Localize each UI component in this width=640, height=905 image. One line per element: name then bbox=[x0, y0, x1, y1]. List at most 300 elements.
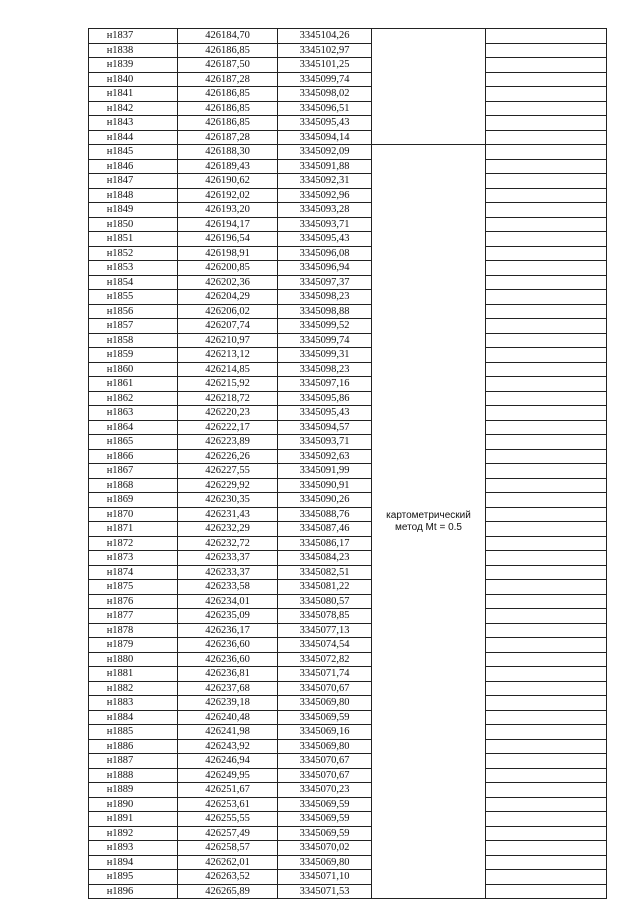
x-coordinate-cell: 426233,58 bbox=[178, 580, 278, 595]
y-coordinate-cell: 3345099,74 bbox=[278, 333, 372, 348]
point-id-cell: н1855 bbox=[89, 290, 178, 305]
point-id-cell: н1875 bbox=[89, 580, 178, 595]
y-coordinate-cell: 3345080,57 bbox=[278, 594, 372, 609]
point-id-cell: н1893 bbox=[89, 841, 178, 856]
x-coordinate-cell: 426214,85 bbox=[178, 362, 278, 377]
point-id-cell: н1859 bbox=[89, 348, 178, 363]
x-coordinate-cell: 426187,28 bbox=[178, 130, 278, 145]
y-coordinate-cell: 3345071,10 bbox=[278, 870, 372, 885]
x-coordinate-cell: 426215,92 bbox=[178, 377, 278, 392]
x-coordinate-cell: 426184,70 bbox=[178, 29, 278, 44]
y-coordinate-cell: 3345095,43 bbox=[278, 116, 372, 131]
point-id-cell: н1862 bbox=[89, 391, 178, 406]
x-coordinate-cell: 426186,85 bbox=[178, 87, 278, 102]
table-row bbox=[89, 333, 607, 348]
table-row bbox=[89, 580, 607, 595]
table-row bbox=[89, 72, 607, 87]
x-coordinate-cell: 426234,01 bbox=[178, 594, 278, 609]
coordinates-table-body bbox=[89, 29, 607, 899]
point-id-cell: н1846 bbox=[89, 159, 178, 174]
y-coordinate-cell: 3345077,13 bbox=[278, 623, 372, 638]
y-coordinate-cell: 3345099,74 bbox=[278, 72, 372, 87]
table-row bbox=[89, 275, 607, 290]
y-coordinate-cell: 3345098,23 bbox=[278, 290, 372, 305]
table-row bbox=[89, 652, 607, 667]
empty-note-cell bbox=[486, 826, 607, 841]
table-row bbox=[89, 551, 607, 566]
x-coordinate-cell: 426235,09 bbox=[178, 609, 278, 624]
table-row bbox=[89, 739, 607, 754]
point-id-cell: н1839 bbox=[89, 58, 178, 73]
empty-note-cell bbox=[486, 406, 607, 421]
x-coordinate-cell: 426243,92 bbox=[178, 739, 278, 754]
x-coordinate-cell: 426231,43 bbox=[178, 507, 278, 522]
point-id-cell: н1881 bbox=[89, 667, 178, 682]
point-id-cell: н1888 bbox=[89, 768, 178, 783]
y-coordinate-cell: 3345070,67 bbox=[278, 754, 372, 769]
point-id-cell: н1894 bbox=[89, 855, 178, 870]
point-id-cell: н1889 bbox=[89, 783, 178, 798]
point-id-cell: н1868 bbox=[89, 478, 178, 493]
table-row bbox=[89, 855, 607, 870]
table-row bbox=[89, 478, 607, 493]
table-row bbox=[89, 145, 607, 160]
point-id-cell: н1877 bbox=[89, 609, 178, 624]
x-coordinate-cell: 426246,94 bbox=[178, 754, 278, 769]
table-row bbox=[89, 435, 607, 450]
x-coordinate-cell: 426213,12 bbox=[178, 348, 278, 363]
y-coordinate-cell: 3345096,08 bbox=[278, 246, 372, 261]
empty-note-cell bbox=[486, 58, 607, 73]
x-coordinate-cell: 426249,95 bbox=[178, 768, 278, 783]
x-coordinate-cell: 426229,92 bbox=[178, 478, 278, 493]
empty-note-cell bbox=[486, 87, 607, 102]
point-id-cell: н1895 bbox=[89, 870, 178, 885]
x-coordinate-cell: 426186,85 bbox=[178, 116, 278, 131]
point-id-cell: н1879 bbox=[89, 638, 178, 653]
x-coordinate-cell: 426204,29 bbox=[178, 290, 278, 305]
point-id-cell: н1887 bbox=[89, 754, 178, 769]
x-coordinate-cell: 426222,17 bbox=[178, 420, 278, 435]
point-id-cell: н1874 bbox=[89, 565, 178, 580]
empty-note-cell bbox=[486, 768, 607, 783]
x-coordinate-cell: 426263,52 bbox=[178, 870, 278, 885]
empty-note-cell bbox=[486, 319, 607, 334]
y-coordinate-cell: 3345093,71 bbox=[278, 435, 372, 450]
empty-note-cell bbox=[486, 609, 607, 624]
x-coordinate-cell: 426236,60 bbox=[178, 638, 278, 653]
y-coordinate-cell: 3345088,76 bbox=[278, 507, 372, 522]
table-row bbox=[89, 188, 607, 203]
point-id-cell: н1871 bbox=[89, 522, 178, 537]
table-row bbox=[89, 304, 607, 319]
point-id-cell: н1840 bbox=[89, 72, 178, 87]
y-coordinate-cell: 3345070,67 bbox=[278, 768, 372, 783]
y-coordinate-cell: 3345091,88 bbox=[278, 159, 372, 174]
empty-note-cell bbox=[486, 333, 607, 348]
x-coordinate-cell: 426239,18 bbox=[178, 696, 278, 711]
empty-note-cell bbox=[486, 435, 607, 450]
empty-note-cell bbox=[486, 116, 607, 131]
table-row bbox=[89, 377, 607, 392]
x-coordinate-cell: 426187,28 bbox=[178, 72, 278, 87]
table-row bbox=[89, 101, 607, 116]
y-coordinate-cell: 3345097,37 bbox=[278, 275, 372, 290]
empty-note-cell bbox=[486, 232, 607, 247]
x-coordinate-cell: 426200,85 bbox=[178, 261, 278, 276]
x-coordinate-cell: 426202,36 bbox=[178, 275, 278, 290]
table-row bbox=[89, 681, 607, 696]
empty-note-cell bbox=[486, 275, 607, 290]
empty-note-cell bbox=[486, 478, 607, 493]
point-id-cell: н1890 bbox=[89, 797, 178, 812]
table-row bbox=[89, 232, 607, 247]
empty-note-cell bbox=[486, 623, 607, 638]
point-id-cell: н1860 bbox=[89, 362, 178, 377]
y-coordinate-cell: 3345095,43 bbox=[278, 406, 372, 421]
point-id-cell: н1896 bbox=[89, 884, 178, 899]
table-row bbox=[89, 710, 607, 725]
point-id-cell: н1892 bbox=[89, 826, 178, 841]
table-row bbox=[89, 420, 607, 435]
empty-note-cell bbox=[486, 246, 607, 261]
y-coordinate-cell: 3345093,71 bbox=[278, 217, 372, 232]
point-id-cell: н1861 bbox=[89, 377, 178, 392]
y-coordinate-cell: 3345069,80 bbox=[278, 696, 372, 711]
table-row bbox=[89, 319, 607, 334]
table-row bbox=[89, 667, 607, 682]
y-coordinate-cell: 3345086,17 bbox=[278, 536, 372, 551]
empty-note-cell bbox=[486, 43, 607, 58]
y-coordinate-cell: 3345082,51 bbox=[278, 565, 372, 580]
empty-note-cell bbox=[486, 391, 607, 406]
empty-note-cell bbox=[486, 667, 607, 682]
x-coordinate-cell: 426232,29 bbox=[178, 522, 278, 537]
y-coordinate-cell: 3345069,80 bbox=[278, 855, 372, 870]
table-row bbox=[89, 623, 607, 638]
point-id-cell: н1856 bbox=[89, 304, 178, 319]
y-coordinate-cell: 3345070,23 bbox=[278, 783, 372, 798]
y-coordinate-cell: 3345098,23 bbox=[278, 362, 372, 377]
x-coordinate-cell: 426189,43 bbox=[178, 159, 278, 174]
y-coordinate-cell: 3345087,46 bbox=[278, 522, 372, 537]
y-coordinate-cell: 3345094,57 bbox=[278, 420, 372, 435]
x-coordinate-cell: 426218,72 bbox=[178, 391, 278, 406]
table-row bbox=[89, 174, 607, 189]
point-id-cell: н1880 bbox=[89, 652, 178, 667]
table-row bbox=[89, 203, 607, 218]
empty-note-cell bbox=[486, 420, 607, 435]
x-coordinate-cell: 426186,85 bbox=[178, 43, 278, 58]
y-coordinate-cell: 3345084,23 bbox=[278, 551, 372, 566]
table-row bbox=[89, 870, 607, 885]
y-coordinate-cell: 3345072,82 bbox=[278, 652, 372, 667]
empty-note-cell bbox=[486, 870, 607, 885]
point-id-cell: н1858 bbox=[89, 333, 178, 348]
point-id-cell: н1863 bbox=[89, 406, 178, 421]
table-row bbox=[89, 87, 607, 102]
empty-note-cell bbox=[486, 362, 607, 377]
empty-note-cell bbox=[486, 594, 607, 609]
table-row bbox=[89, 565, 607, 580]
x-coordinate-cell: 426240,48 bbox=[178, 710, 278, 725]
x-coordinate-cell: 426258,57 bbox=[178, 841, 278, 856]
point-id-cell: н1851 bbox=[89, 232, 178, 247]
x-coordinate-cell: 426255,55 bbox=[178, 812, 278, 827]
point-id-cell: н1869 bbox=[89, 493, 178, 508]
empty-note-cell bbox=[486, 652, 607, 667]
y-coordinate-cell: 3345070,67 bbox=[278, 681, 372, 696]
point-id-cell: н1882 bbox=[89, 681, 178, 696]
point-id-cell: н1843 bbox=[89, 116, 178, 131]
empty-note-cell bbox=[486, 855, 607, 870]
y-coordinate-cell: 3345101,25 bbox=[278, 58, 372, 73]
y-coordinate-cell: 3345090,91 bbox=[278, 478, 372, 493]
point-id-cell: н1842 bbox=[89, 101, 178, 116]
empty-note-cell bbox=[486, 348, 607, 363]
point-id-cell: н1848 bbox=[89, 188, 178, 203]
y-coordinate-cell: 3345069,59 bbox=[278, 826, 372, 841]
y-coordinate-cell: 3345092,63 bbox=[278, 449, 372, 464]
table-row bbox=[89, 29, 607, 44]
point-id-cell: н1852 bbox=[89, 246, 178, 261]
point-id-cell: н1884 bbox=[89, 710, 178, 725]
table-row bbox=[89, 493, 607, 508]
table-row bbox=[89, 812, 607, 827]
y-coordinate-cell: 3345078,85 bbox=[278, 609, 372, 624]
coordinates-document bbox=[88, 28, 606, 897]
x-coordinate-cell: 426257,49 bbox=[178, 826, 278, 841]
empty-note-cell bbox=[486, 536, 607, 551]
x-coordinate-cell: 426198,91 bbox=[178, 246, 278, 261]
table-row bbox=[89, 348, 607, 363]
empty-note-cell bbox=[486, 377, 607, 392]
empty-note-cell bbox=[486, 203, 607, 218]
empty-note-cell bbox=[486, 493, 607, 508]
empty-note-cell bbox=[486, 159, 607, 174]
table-row bbox=[89, 406, 607, 421]
point-id-cell: н1857 bbox=[89, 319, 178, 334]
x-coordinate-cell: 426251,67 bbox=[178, 783, 278, 798]
empty-note-cell bbox=[486, 783, 607, 798]
empty-note-cell bbox=[486, 710, 607, 725]
x-coordinate-cell: 426237,68 bbox=[178, 681, 278, 696]
point-id-cell: н1886 bbox=[89, 739, 178, 754]
empty-note-cell bbox=[486, 449, 607, 464]
table-row bbox=[89, 826, 607, 841]
x-coordinate-cell: 426226,26 bbox=[178, 449, 278, 464]
empty-note-cell bbox=[486, 101, 607, 116]
x-coordinate-cell: 426193,20 bbox=[178, 203, 278, 218]
x-coordinate-cell: 426186,85 bbox=[178, 101, 278, 116]
x-coordinate-cell: 426233,37 bbox=[178, 565, 278, 580]
empty-note-cell bbox=[486, 681, 607, 696]
table-row bbox=[89, 130, 607, 145]
point-id-cell: н1847 bbox=[89, 174, 178, 189]
empty-note-cell bbox=[486, 464, 607, 479]
x-coordinate-cell: 426190,62 bbox=[178, 174, 278, 189]
x-coordinate-cell: 426262,01 bbox=[178, 855, 278, 870]
x-coordinate-cell: 426236,17 bbox=[178, 623, 278, 638]
table-row bbox=[89, 536, 607, 551]
y-coordinate-cell: 3345069,59 bbox=[278, 812, 372, 827]
point-id-cell: н1865 bbox=[89, 435, 178, 450]
x-coordinate-cell: 426227,55 bbox=[178, 464, 278, 479]
table-row bbox=[89, 522, 607, 537]
empty-note-cell bbox=[486, 174, 607, 189]
y-coordinate-cell: 3345093,28 bbox=[278, 203, 372, 218]
y-coordinate-cell: 3345092,96 bbox=[278, 188, 372, 203]
y-coordinate-cell: 3345069,59 bbox=[278, 797, 372, 812]
y-coordinate-cell: 3345098,88 bbox=[278, 304, 372, 319]
point-id-cell: н1837 bbox=[89, 29, 178, 44]
y-coordinate-cell: 3345096,51 bbox=[278, 101, 372, 116]
point-id-cell: н1864 bbox=[89, 420, 178, 435]
y-coordinate-cell: 3345094,14 bbox=[278, 130, 372, 145]
table-row bbox=[89, 594, 607, 609]
y-coordinate-cell: 3345104,26 bbox=[278, 29, 372, 44]
empty-note-cell bbox=[486, 290, 607, 305]
y-coordinate-cell: 3345090,26 bbox=[278, 493, 372, 508]
empty-note-cell bbox=[486, 188, 607, 203]
table-row bbox=[89, 507, 607, 522]
y-coordinate-cell: 3345071,74 bbox=[278, 667, 372, 682]
empty-note-cell bbox=[486, 754, 607, 769]
table-row bbox=[89, 43, 607, 58]
method-cell: картометрический метод Mt = 0.5 bbox=[372, 145, 486, 899]
x-coordinate-cell: 426233,37 bbox=[178, 551, 278, 566]
empty-note-cell bbox=[486, 29, 607, 44]
table-row bbox=[89, 391, 607, 406]
y-coordinate-cell: 3345074,54 bbox=[278, 638, 372, 653]
x-coordinate-cell: 426265,89 bbox=[178, 884, 278, 899]
x-coordinate-cell: 426207,74 bbox=[178, 319, 278, 334]
y-coordinate-cell: 3345069,80 bbox=[278, 739, 372, 754]
empty-note-cell bbox=[486, 507, 607, 522]
y-coordinate-cell: 3345071,53 bbox=[278, 884, 372, 899]
x-coordinate-cell: 426188,30 bbox=[178, 145, 278, 160]
x-coordinate-cell: 426194,17 bbox=[178, 217, 278, 232]
point-id-cell: н1867 bbox=[89, 464, 178, 479]
empty-note-cell bbox=[486, 696, 607, 711]
y-coordinate-cell: 3345097,16 bbox=[278, 377, 372, 392]
empty-note-cell bbox=[486, 638, 607, 653]
y-coordinate-cell: 3345098,02 bbox=[278, 87, 372, 102]
y-coordinate-cell: 3345099,31 bbox=[278, 348, 372, 363]
x-coordinate-cell: 426210,97 bbox=[178, 333, 278, 348]
point-id-cell: н1853 bbox=[89, 261, 178, 276]
point-id-cell: н1876 bbox=[89, 594, 178, 609]
point-id-cell: н1854 bbox=[89, 275, 178, 290]
point-id-cell: н1878 bbox=[89, 623, 178, 638]
x-coordinate-cell: 426196,54 bbox=[178, 232, 278, 247]
empty-note-cell bbox=[486, 145, 607, 160]
coordinates-table bbox=[88, 28, 607, 899]
point-id-cell: н1849 bbox=[89, 203, 178, 218]
point-id-cell: н1891 bbox=[89, 812, 178, 827]
empty-note-cell bbox=[486, 551, 607, 566]
x-coordinate-cell: 426187,50 bbox=[178, 58, 278, 73]
empty-note-cell bbox=[486, 261, 607, 276]
point-id-cell: н1870 bbox=[89, 507, 178, 522]
point-id-cell: н1872 bbox=[89, 536, 178, 551]
empty-note-cell bbox=[486, 580, 607, 595]
empty-note-cell bbox=[486, 884, 607, 899]
empty-note-cell bbox=[486, 739, 607, 754]
table-row bbox=[89, 638, 607, 653]
empty-note-cell bbox=[486, 130, 607, 145]
table-row bbox=[89, 290, 607, 305]
table-row bbox=[89, 609, 607, 624]
empty-note-cell bbox=[486, 217, 607, 232]
empty-note-cell bbox=[486, 841, 607, 856]
table-row bbox=[89, 725, 607, 740]
x-coordinate-cell: 426236,60 bbox=[178, 652, 278, 667]
y-coordinate-cell: 3345102,97 bbox=[278, 43, 372, 58]
point-id-cell: н1838 bbox=[89, 43, 178, 58]
table-row bbox=[89, 797, 607, 812]
method-cell bbox=[372, 29, 486, 145]
x-coordinate-cell: 426230,35 bbox=[178, 493, 278, 508]
y-coordinate-cell: 3345096,94 bbox=[278, 261, 372, 276]
y-coordinate-cell: 3345070,02 bbox=[278, 841, 372, 856]
table-row bbox=[89, 159, 607, 174]
point-id-cell: н1866 bbox=[89, 449, 178, 464]
point-id-cell: н1845 bbox=[89, 145, 178, 160]
table-row bbox=[89, 217, 607, 232]
empty-note-cell bbox=[486, 72, 607, 87]
table-row bbox=[89, 783, 607, 798]
empty-note-cell bbox=[486, 522, 607, 537]
point-id-cell: н1885 bbox=[89, 725, 178, 740]
table-row bbox=[89, 449, 607, 464]
point-id-cell: н1873 bbox=[89, 551, 178, 566]
x-coordinate-cell: 426223,89 bbox=[178, 435, 278, 450]
table-row bbox=[89, 261, 607, 276]
table-row bbox=[89, 246, 607, 261]
x-coordinate-cell: 426220,23 bbox=[178, 406, 278, 421]
empty-note-cell bbox=[486, 565, 607, 580]
table-row bbox=[89, 754, 607, 769]
table-row bbox=[89, 116, 607, 131]
y-coordinate-cell: 3345092,09 bbox=[278, 145, 372, 160]
x-coordinate-cell: 426192,02 bbox=[178, 188, 278, 203]
x-coordinate-cell: 426206,02 bbox=[178, 304, 278, 319]
empty-note-cell bbox=[486, 304, 607, 319]
y-coordinate-cell: 3345069,16 bbox=[278, 725, 372, 740]
x-coordinate-cell: 426236,81 bbox=[178, 667, 278, 682]
x-coordinate-cell: 426241,98 bbox=[178, 725, 278, 740]
y-coordinate-cell: 3345092,31 bbox=[278, 174, 372, 189]
table-row bbox=[89, 768, 607, 783]
point-id-cell: н1844 bbox=[89, 130, 178, 145]
y-coordinate-cell: 3345095,43 bbox=[278, 232, 372, 247]
empty-note-cell bbox=[486, 812, 607, 827]
table-row bbox=[89, 696, 607, 711]
y-coordinate-cell: 3345069,59 bbox=[278, 710, 372, 725]
y-coordinate-cell: 3345081,22 bbox=[278, 580, 372, 595]
y-coordinate-cell: 3345095,86 bbox=[278, 391, 372, 406]
table-row bbox=[89, 58, 607, 73]
empty-note-cell bbox=[486, 725, 607, 740]
empty-note-cell bbox=[486, 797, 607, 812]
x-coordinate-cell: 426253,61 bbox=[178, 797, 278, 812]
table-row bbox=[89, 464, 607, 479]
y-coordinate-cell: 3345099,52 bbox=[278, 319, 372, 334]
point-id-cell: н1850 bbox=[89, 217, 178, 232]
x-coordinate-cell: 426232,72 bbox=[178, 536, 278, 551]
table-row bbox=[89, 362, 607, 377]
